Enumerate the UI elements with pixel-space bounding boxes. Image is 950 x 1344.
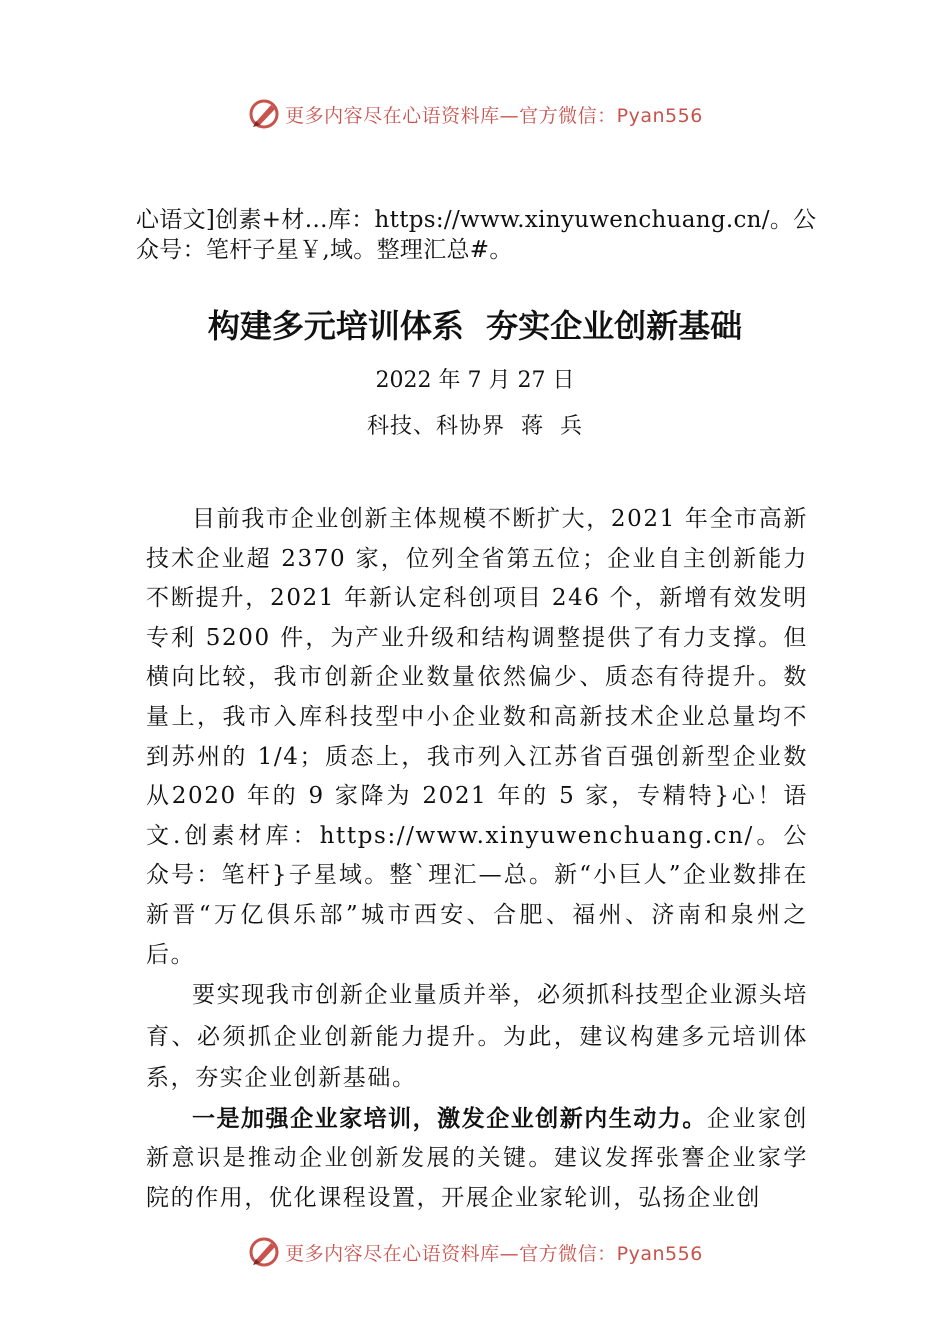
bottom-banner (0, 1232, 950, 1272)
pen-logo-icon (247, 97, 281, 131)
article-author: 科技、科协界 蒋 兵 (367, 414, 583, 439)
point-one-lead: 一是加强企业家培训，激发企业创新内生动力。 (192, 1105, 707, 1132)
top-banner (0, 94, 950, 134)
paragraph-3 (146, 1100, 808, 1219)
banner-text: 更多内容尽在心语资料库—官方微信：Pyan556 (285, 1242, 703, 1265)
article-date: 2022 年 7 月 27 日 (375, 368, 575, 393)
paragraph-2: 要实现我市创新企业量质并举，必须抓科技型企业源头培育、必须抓企业创新能力提升。为此，建议构建多元培训体系，夯实企业创新基础。 (146, 982, 808, 1092)
pen-logo-icon (247, 1235, 281, 1269)
article-body (146, 500, 808, 1218)
point-one-text: 企业家创新意识是推动企业创新发展的关键。建议发挥张謇企业家学院的作用，优化课程设置，开展企业家轮训，弘扬企业创 (146, 1105, 808, 1211)
paragraph-1: 目前我市企业创新主体规模不断扩大，2021 年全市高新技术企业超 2370 家，位列全省第五位；企业自主创新能力不断提升，2021 年新认定科创项目 246 个，新增有效发明专利 5200 件，为产业升级和结构调整提供了有力支撑。但横向比较，我市创新企业数量依然偏少、质态有待提升。数量上，我市入库科技型中小企业数和高新技术企业总量均不到苏州的 1/4；质态上，我市列入江苏省百强创新型企业数从2020 年的 9 家降为 2021 年的 5 家，专精特}心！语文.创素材库：https://www.xinyuwenchuang.cn/。公众号：笔杆}子星域。整`理汇—总。新“小巨人”企业数排在新晋“万亿俱乐部”城市西安、合肥、福州、济南和泉州之后。 (146, 506, 808, 968)
article-title: 构建多元培训体系 夯实企业创新基础 (207, 307, 743, 345)
header-note: 心语文]创素+材…库：https://www.xinyuwenchuang.cn/。公众号：笔杆子星￥,域。整理汇总#。 (136, 207, 817, 263)
banner-text: 更多内容尽在心语资料库—官方微信：Pyan556 (285, 104, 703, 127)
